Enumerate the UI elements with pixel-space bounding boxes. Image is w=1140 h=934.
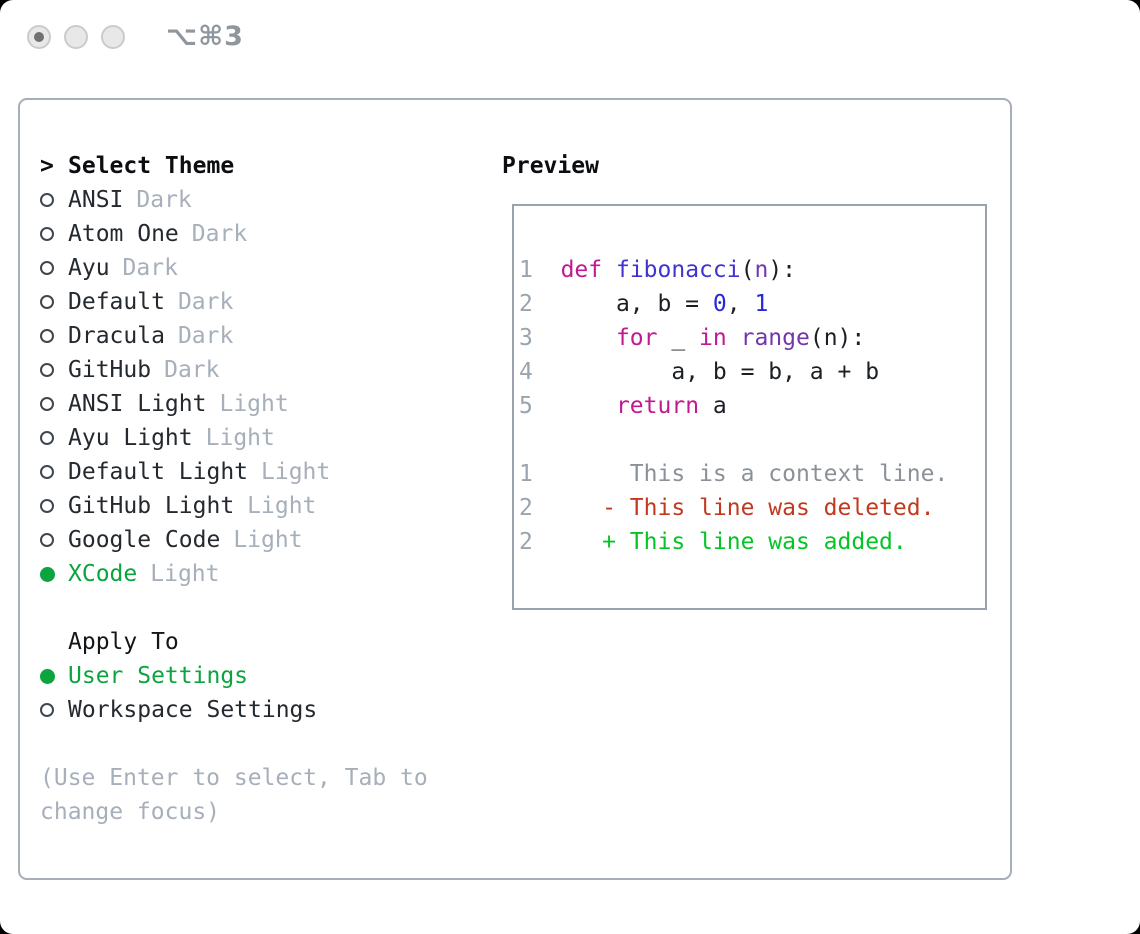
theme-option-atom-one[interactable] (40, 217, 428, 251)
radio-column (40, 431, 68, 445)
theme-variant-label: Light (233, 527, 303, 553)
code-line (519, 423, 985, 457)
code-line (519, 253, 985, 287)
theme-name: GitHub Light (68, 493, 235, 519)
radio-column (40, 499, 68, 513)
theme-option-ansi[interactable] (40, 183, 428, 217)
radio-unselected-icon (40, 261, 54, 275)
radio-column (40, 363, 68, 377)
help-text-line: change focus) (40, 799, 221, 825)
code-preview (519, 253, 985, 559)
apply-to-title: Apply To (68, 629, 179, 655)
code-token: for (615, 325, 658, 351)
apply-to-header (40, 625, 428, 659)
theme-variant-label: Dark (191, 221, 248, 247)
theme-variant-label: Light (205, 425, 275, 451)
theme-name: Default Light (68, 459, 249, 485)
code-token: (n): (809, 325, 866, 351)
window-control-icon[interactable] (101, 25, 125, 49)
radio-column (40, 193, 68, 207)
theme-option-google-code[interactable] (40, 523, 428, 557)
theme-name: ANSI Light (68, 391, 207, 417)
code-token: , (726, 291, 755, 317)
theme-name: Ayu Light (68, 425, 193, 451)
radio-column (40, 329, 68, 343)
code-token (533, 529, 602, 555)
code-token: a, b = (532, 291, 713, 317)
theme-option-ayu-light[interactable] (40, 421, 428, 455)
radio-unselected-icon (40, 329, 54, 343)
theme-name: Ayu (68, 255, 110, 281)
code-token: 1 (754, 291, 769, 317)
theme-option-default-light[interactable] (40, 455, 428, 489)
code-token: range (740, 325, 810, 351)
theme-option-xcode[interactable] (40, 557, 428, 591)
code-line (519, 321, 985, 355)
code-token (533, 495, 602, 521)
help-text (40, 761, 428, 829)
theme-variant-label: Light (219, 391, 289, 417)
code-token: _ (657, 325, 700, 351)
theme-variant-label: Dark (136, 187, 192, 213)
apply-to-list (40, 659, 428, 727)
help-text-line: (Use Enter to select, Tab to (40, 765, 428, 791)
code-token: 0 (712, 291, 727, 317)
radio-unselected-icon (40, 533, 54, 547)
window-control-icon[interactable] (64, 25, 88, 49)
code-line (519, 491, 985, 525)
code-token: a, b = b, a + b (532, 359, 880, 385)
code-token: ( (740, 257, 755, 283)
code-token: + This line was added. (602, 529, 907, 555)
code-token (727, 325, 741, 351)
code-token: n (754, 257, 769, 283)
main-panel (18, 98, 1012, 880)
focus-caret-icon: > (40, 153, 54, 179)
apply-option-workspace-settings[interactable] (40, 693, 428, 727)
radio-selected-icon (40, 669, 55, 684)
theme-option-default[interactable] (40, 285, 428, 319)
code-token (533, 325, 616, 351)
line-number: 3 (519, 325, 533, 351)
window-control-dot (34, 32, 44, 42)
code-token (533, 257, 561, 283)
radio-column (40, 295, 68, 309)
line-number: 2 (519, 529, 533, 555)
spacer (40, 727, 428, 761)
apply-option-user-settings[interactable] (40, 659, 428, 693)
theme-variant-label: Dark (122, 255, 178, 281)
radio-unselected-icon (40, 227, 54, 241)
radio-unselected-icon (40, 703, 54, 717)
theme-name: Google Code (68, 527, 221, 553)
radio-unselected-icon (40, 363, 54, 377)
select-theme-header (40, 149, 428, 183)
theme-option-github[interactable] (40, 353, 428, 387)
code-token: a (699, 393, 727, 419)
window-control-active-icon[interactable] (27, 25, 51, 49)
code-token: This is a context line. (532, 461, 949, 487)
radio-column (40, 669, 68, 684)
radio-column (40, 261, 68, 275)
code-token (602, 257, 616, 283)
window-controls (27, 25, 125, 49)
code-line (519, 457, 985, 491)
theme-variant-label: Light (150, 561, 220, 587)
line-number: 4 (519, 359, 533, 385)
preview-title: Preview (502, 153, 599, 179)
radio-column (40, 703, 68, 717)
radio-column (40, 465, 68, 479)
line-number: 2 (519, 291, 533, 317)
theme-variant-label: Dark (177, 289, 234, 315)
radio-unselected-icon (40, 397, 54, 411)
code-line (519, 525, 985, 559)
line-number: 1 (519, 461, 533, 487)
window-shortcut-label: ⌥⌘3 (166, 21, 244, 52)
radio-column (40, 397, 68, 411)
select-theme-title: Select Theme (68, 153, 235, 179)
theme-name: GitHub (68, 357, 152, 383)
radio-column (40, 227, 68, 241)
code-token: - This line was deleted. (602, 495, 935, 521)
theme-variant-label: Light (247, 493, 317, 519)
theme-name: ANSI (68, 187, 124, 213)
code-token: fibonacci (615, 257, 741, 283)
line-number: 1 (519, 257, 533, 283)
radio-unselected-icon (40, 431, 54, 445)
radio-unselected-icon (40, 295, 54, 309)
apply-option-label: User Settings (68, 663, 249, 689)
theme-option-dracula[interactable] (40, 319, 428, 353)
radio-unselected-icon (40, 465, 54, 479)
code-token: ): (768, 257, 797, 283)
radio-unselected-icon (40, 499, 54, 513)
code-token: def (560, 257, 603, 283)
theme-name: Default (68, 289, 165, 315)
theme-list (40, 183, 428, 591)
theme-variant-label: Light (261, 459, 331, 485)
theme-variant-label: Dark (177, 323, 234, 349)
radio-selected-icon (40, 567, 55, 582)
radio-column (40, 567, 68, 582)
code-line (519, 355, 985, 389)
apply-option-label: Workspace Settings (68, 697, 318, 723)
code-token: return (615, 393, 700, 419)
line-number: 5 (519, 393, 533, 419)
theme-name: Dracula (68, 323, 165, 349)
code-line (519, 287, 985, 321)
preview-pane (512, 204, 987, 610)
theme-name: XCode (68, 561, 138, 587)
code-token: in (699, 325, 727, 351)
theme-variant-label: Dark (164, 357, 220, 383)
radio-unselected-icon (40, 193, 54, 207)
radio-column (40, 533, 68, 547)
theme-option-ansi-light[interactable] (40, 387, 428, 421)
theme-option-ayu[interactable] (40, 251, 428, 285)
code-line (519, 389, 985, 423)
theme-name: Atom One (68, 221, 179, 247)
titlebar (0, 0, 1140, 72)
theme-selector (40, 149, 428, 829)
line-number: 2 (519, 495, 533, 521)
spacer (40, 591, 428, 625)
theme-option-github-light[interactable] (40, 489, 428, 523)
code-token (533, 393, 616, 419)
